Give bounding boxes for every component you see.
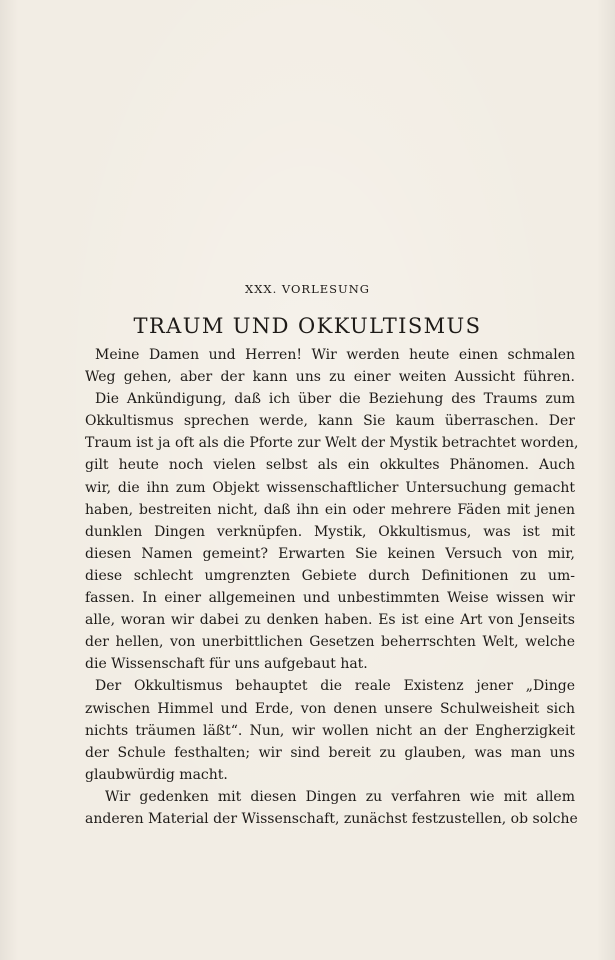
body-text: [85, 344, 579, 830]
text-line: Okkultismus sprechen werde, kann Sie kaum überraschen. Der: [85, 413, 575, 430]
text-line: glaubwürdig macht.: [85, 766, 228, 783]
text-line: dunklen Dingen verknüpfen. Mystik, Okkultismus, was ist mit: [85, 523, 575, 540]
chapter-title: TRAUM UND OKKULTISMUS: [133, 314, 482, 338]
text-line: der Schule festhalten; wir sind bereit zu glauben, was man uns: [85, 744, 575, 761]
text-line: wir, die ihn zum Objekt wissenschaftlicher Untersuchung gemacht: [85, 479, 575, 496]
text-line: zwischen Himmel und Erde, von denen unsere Schulweisheit sich: [85, 700, 575, 717]
text-line: diese schlecht umgrenzten Gebiete durch Definitionen zu um-: [85, 567, 575, 584]
text-line: haben, bestreiten nicht, daß ihn ein oder mehrere Fäden mit jenen: [85, 501, 575, 518]
text-line: fassen. In einer allgemeinen und unbestimmten Weise wissen wir: [85, 590, 575, 607]
text-line: der hellen, von unerbittlichen Gesetzen beherrschten Welt, welche: [85, 634, 575, 651]
text-line: Die Ankündigung, daß ich über die Beziehung des Traums zum: [95, 391, 575, 408]
text-line: Wir gedenken mit diesen Dingen zu verfahren wie mit allem: [105, 788, 575, 805]
text-line: Der Okkultismus behauptet die reale Existenz jener „Dinge: [95, 678, 575, 695]
text-line: gilt heute noch vielen selbst als ein okkultes Phänomen. Auch: [85, 457, 575, 474]
text-line: die Wissenschaft für uns aufgebaut hat.: [85, 656, 368, 673]
text-line: Meine Damen und Herren! Wir werden heute einen schmalen: [95, 347, 575, 363]
text-line: alle, woran wir dabei zu denken haben. Es ist eine Art von Jenseits: [85, 612, 575, 629]
text-line: Weg gehen, aber der kann uns zu einer weiten Aussicht führen.: [85, 369, 575, 386]
text-line: diesen Namen gemeint? Erwarten Sie keinen Versuch von mir,: [85, 545, 575, 562]
text-line: Traum ist ja oft als die Pforte zur Welt der Mystik betrachtet worden,: [85, 435, 579, 452]
text-line: nichts träumen läßt“. Nun, wir wollen nicht an der Engherzigkeit: [85, 722, 575, 739]
text-line: anderen Material der Wissenschaft, zunächst festzustellen, ob solche: [85, 810, 578, 827]
chapter-label: XXX. VORLESUNG: [245, 282, 370, 296]
